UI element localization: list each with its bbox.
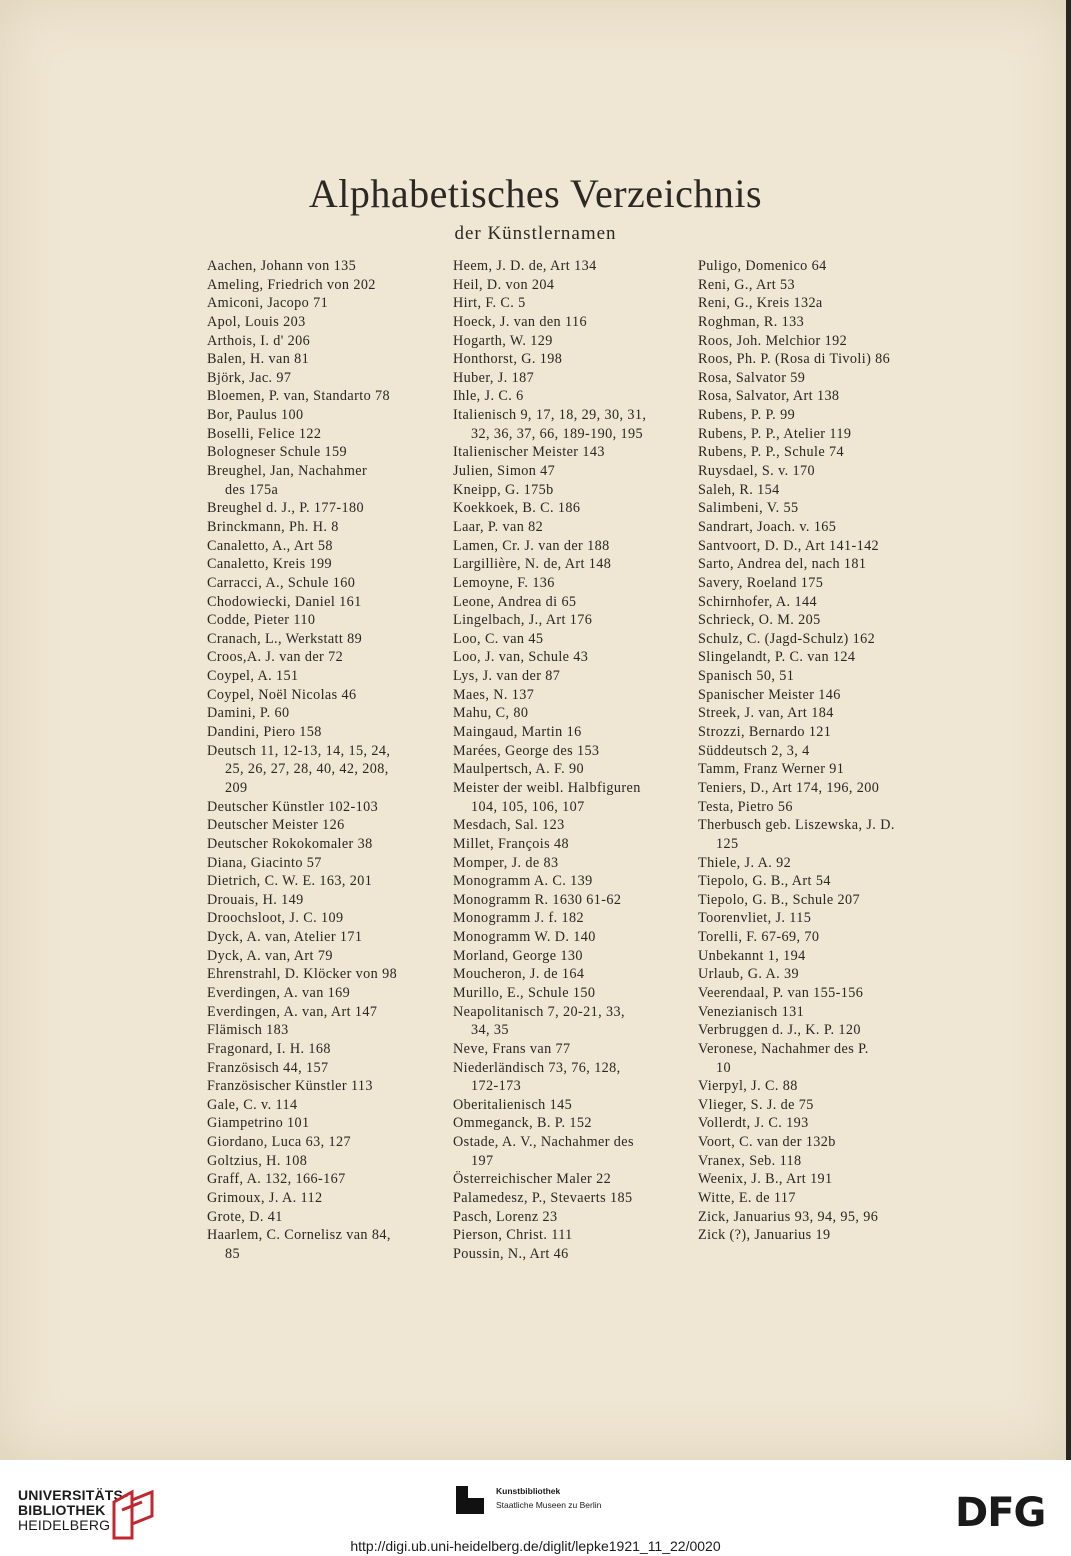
index-entry: Palamedesz, P., Stevaerts 185: [453, 1190, 633, 1207]
index-entry: Diana, Giacinto 57: [207, 854, 322, 871]
index-entry: Ameling, Friedrich von 202: [207, 276, 376, 293]
index-column-2: [453, 257, 693, 1264]
index-entry: Lamen, Cr. J. van der 188: [453, 537, 610, 554]
index-entry: Pierson, Christ. 111: [453, 1227, 573, 1244]
index-column-1: [207, 257, 442, 1264]
index-entry: Goltzius, H. 108: [207, 1152, 308, 1169]
index-entry: Tiepolo, G. B., Art 54: [698, 873, 831, 890]
index-entry: 32, 36, 37, 66, 189-190, 195: [471, 425, 643, 442]
index-entry: Roos, Joh. Melchior 192: [698, 332, 848, 349]
kunstbibliothek-subtitle: Staatliche Museen zu Berlin: [496, 1500, 602, 1510]
index-entry: Dandini, Piero 158: [207, 724, 322, 741]
index-entry: Graff, A. 132, 166-167: [207, 1171, 346, 1188]
index-entry: Italienischer Meister 143: [453, 444, 605, 461]
dfg-logo[interactable]: DFG: [955, 1490, 1046, 1536]
university-logo-line: BIBLIOTHEK: [18, 1502, 106, 1518]
index-entry: Hoeck, J. van den 116: [453, 313, 587, 330]
index-entry: Bor, Paulus 100: [207, 407, 304, 424]
index-entry: Kneipp, G. 175b: [453, 481, 554, 498]
index-entry: 34, 35: [471, 1022, 509, 1039]
index-entry: Roghman, R. 133: [698, 313, 805, 330]
index-entry: Bloemen, P. van, Standarto 78: [207, 388, 391, 405]
index-entry: Unbekannt 1, 194: [698, 947, 806, 964]
index-entry: Ommeganck, B. P. 152: [453, 1115, 592, 1132]
index-entry: Haarlem, C. Cornelisz van 84,: [207, 1227, 391, 1244]
index-entry: 197: [471, 1152, 494, 1169]
index-entry: Heil, D. von 204: [453, 276, 555, 293]
index-entry: Grimoux, J. A. 112: [207, 1190, 323, 1207]
index-entry: Puligo, Domenico 64: [698, 258, 827, 274]
university-logo-line: HEIDELBERG: [18, 1517, 111, 1533]
index-entry: Thiele, J. A. 92: [698, 854, 792, 871]
index-column-3: [698, 257, 938, 1245]
page-subtitle: der Künstlernamen: [454, 223, 617, 244]
index-entry: Torelli, F. 67-69, 70: [698, 929, 820, 946]
index-entry: Amiconi, Jacopo 71: [207, 295, 329, 312]
index-entry: Moucheron, J. de 164: [453, 966, 585, 983]
index-entry: Ruysdael, S. v. 170: [698, 463, 816, 480]
index-entry: Drouais, H. 149: [207, 891, 304, 908]
index-entry: Vierpyl, J. C. 88: [698, 1078, 798, 1095]
index-entry: Bologneser Schule 159: [207, 444, 348, 461]
index-entry: Hogarth, W. 129: [453, 332, 553, 349]
index-entry: Vlieger, S. J. de 75: [698, 1096, 814, 1113]
index-entry: Saleh, R. 154: [698, 481, 780, 498]
index-entry: Julien, Simon 47: [453, 463, 556, 480]
index-entry: Schulz, C. (Jagd-Schulz) 162: [698, 630, 876, 647]
index-entry: Toorenvliet, J. 115: [698, 910, 812, 927]
index-entry: Zick, Januarius 93, 94, 95, 96: [698, 1208, 879, 1225]
index-entry: Streek, J. van, Art 184: [698, 705, 834, 722]
index-entry: Giampetrino 101: [207, 1115, 310, 1132]
index-entry: Slingelandt, P. C. van 124: [698, 649, 856, 666]
index-entry: Mesdach, Sal. 123: [453, 817, 565, 834]
index-entry: Koekkoek, B. C. 186: [453, 500, 581, 517]
university-emblem-icon: [108, 1488, 164, 1544]
index-entry: Everdingen, A. van, Art 147: [207, 1003, 378, 1020]
index-entry: Marées, George des 153: [453, 742, 600, 759]
index-entry: Heem, J. D. de, Art 134: [453, 258, 597, 274]
index-entry: Therbusch geb. Liszewska, J. D.: [698, 817, 895, 834]
index-entry: Fragonard, I. H. 168: [207, 1040, 331, 1057]
index-entry: Niederländisch 73, 76, 128,: [453, 1059, 621, 1076]
index-entry: Savery, Roeland 175: [698, 574, 824, 591]
index-entry: Maingaud, Martin 16: [453, 724, 582, 741]
index-entry: Oberitalienisch 145: [453, 1096, 573, 1113]
index-entry: Largillière, N. de, Art 148: [453, 556, 612, 573]
index-entry: Schrieck, O. M. 205: [698, 612, 821, 629]
index-entry: Carracci, A., Schule 160: [207, 574, 356, 591]
index-entry: Björk, Jac. 97: [207, 369, 292, 386]
index-entry: Aachen, Johann von 135: [207, 258, 357, 274]
index-entry: Hirt, F. C. 5: [453, 295, 526, 312]
index-entry: Coypel, Noël Nicolas 46: [207, 686, 357, 703]
index-entry: Rosa, Salvator, Art 138: [698, 388, 840, 405]
index-entry: Deutscher Künstler 102-103: [207, 798, 379, 815]
kunstbibliothek-emblem-icon: [456, 1486, 484, 1514]
index-entry: Teniers, D., Art 174, 196, 200: [698, 779, 880, 796]
index-entry: Flämisch 183: [207, 1022, 289, 1039]
index-entry: Ostade, A. V., Nachahmer des: [453, 1134, 634, 1151]
index-entry: Rubens, P. P., Schule 74: [698, 444, 844, 461]
index-entry: Tamm, Franz Werner 91: [698, 761, 845, 778]
index-entry: Spanischer Meister 146: [698, 686, 841, 703]
index-entry: Loo, J. van, Schule 43: [453, 649, 589, 666]
index-entry: Süddeutsch 2, 3, 4: [698, 742, 810, 759]
index-entry: Breughel, Jan, Nachahmer: [207, 463, 368, 480]
permalink-url[interactable]: http://digi.ub.uni-heidelberg.de/diglit/lepke1921_11_22/0020: [350, 1538, 721, 1554]
index-entry: Ehrenstrahl, D. Klöcker von 98: [207, 966, 398, 983]
index-entry: Honthorst, G. 198: [453, 351, 563, 368]
index-entry: Dyck, A. van, Art 79: [207, 947, 333, 964]
index-entry: Morland, George 130: [453, 947, 583, 964]
index-entry: 25, 26, 27, 28, 40, 42, 208,: [225, 761, 389, 778]
index-entry: Voort, C. van der 132b: [698, 1134, 836, 1151]
index-entry: Canaletto, A., Art 58: [207, 537, 333, 554]
index-entry: Droochsloot, J. C. 109: [207, 910, 344, 927]
index-entry: Reni, G., Kreis 132a: [698, 295, 823, 312]
index-entry: Dyck, A. van, Atelier 171: [207, 929, 363, 946]
index-entry: 172-173: [471, 1078, 522, 1095]
index-entry: Ihle, J. C. 6: [453, 388, 524, 405]
index-entry: Deutsch 11, 12-13, 14, 15, 24,: [207, 742, 391, 759]
index-entry: Deutscher Rokokomaler 38: [207, 835, 373, 852]
index-entry: Poussin, N., Art 46: [453, 1245, 569, 1262]
index-entry: 85: [225, 1245, 240, 1262]
index-entry: Neapolitanisch 7, 20-21, 33,: [453, 1003, 625, 1020]
index-entry: Strozzi, Bernardo 121: [698, 724, 832, 741]
index-entry: Momper, J. de 83: [453, 854, 559, 871]
index-entry: des 175a: [225, 481, 279, 498]
index-entry: Österreichischer Maler 22: [453, 1171, 612, 1188]
page-title: Alphabetisches Verzeichnis: [308, 171, 763, 216]
kunstbibliothek-logo[interactable]: [456, 1484, 636, 1524]
index-entry: Reni, G., Art 53: [698, 276, 796, 293]
index-entry: Leone, Andrea di 65: [453, 593, 577, 610]
index-entry: Veerendaal, P. van 155-156: [698, 984, 864, 1001]
index-entry: Französisch 44, 157: [207, 1059, 329, 1076]
index-entry: Huber, J. 187: [453, 369, 535, 386]
index-entry: Verbruggen d. J., K. P. 120: [698, 1022, 861, 1039]
index-entry: Testa, Pietro 56: [698, 798, 793, 815]
index-entry: Arthois, I. d' 206: [207, 332, 311, 349]
index-entry: Rubens, P. P. 99: [698, 407, 796, 424]
index-entry: Maes, N. 137: [453, 686, 535, 703]
index-entry: Venezianisch 131: [698, 1003, 805, 1020]
index-entry: Vranex, Seb. 118: [698, 1152, 802, 1169]
index-entry: Sandrart, Joach. v. 165: [698, 518, 837, 535]
university-logo-line: UNIVERSITÄTS-: [18, 1487, 128, 1503]
index-entry: Rubens, P. P., Atelier 119: [698, 425, 852, 442]
index-entry: Tiepolo, G. B., Schule 207: [698, 891, 861, 908]
index-entry: Croos,A. J. van der 72: [207, 649, 344, 666]
index-entry: Dietrich, C. W. E. 163, 201: [207, 873, 373, 890]
index-entry: Pasch, Lorenz 23: [453, 1208, 558, 1225]
index-entry: 104, 105, 106, 107: [471, 798, 585, 815]
index-entry: Canaletto, Kreis 199: [207, 556, 333, 573]
index-entry: Vollerdt, J. C. 193: [698, 1115, 809, 1132]
index-entry: Spanisch 50, 51: [698, 668, 795, 685]
index-entry: Weenix, J. B., Art 191: [698, 1171, 833, 1188]
index-entry: Cranach, L., Werkstatt 89: [207, 630, 363, 647]
kunstbibliothek-name: Kunstbibliothek: [496, 1486, 561, 1496]
index-entry: Santvoort, D. D., Art 141-142: [698, 537, 880, 554]
viewer-footer: [0, 1460, 1071, 1556]
index-entry: Sarto, Andrea del, nach 181: [698, 556, 867, 573]
index-entry: Rosa, Salvator 59: [698, 369, 806, 386]
index-entry: Roos, Ph. P. (Rosa di Tivoli) 86: [698, 351, 891, 368]
index-entry: Murillo, E., Schule 150: [453, 984, 596, 1001]
index-entry: 10: [716, 1059, 731, 1076]
index-entry: Millet, François 48: [453, 835, 569, 852]
index-entry: 125: [716, 835, 739, 852]
index-entry: Laar, P. van 82: [453, 518, 544, 535]
index-entry: Apol, Louis 203: [207, 313, 306, 330]
index-entry: Monogramm A. C. 139: [453, 873, 593, 890]
index-entry: Veronese, Nachahmer des P.: [698, 1040, 869, 1057]
index-entry: Lys, J. van der 87: [453, 668, 561, 685]
index-entry: Französischer Künstler 113: [207, 1078, 373, 1095]
index-entry: Codde, Pieter 110: [207, 612, 316, 629]
index-entry: Damini, P. 60: [207, 705, 290, 722]
index-entry: Monogramm J. f. 182: [453, 910, 584, 927]
index-entry: Giordano, Luca 63, 127: [207, 1134, 351, 1151]
index-entry: Witte, E. de 117: [698, 1190, 796, 1207]
index-entry: Breughel d. J., P. 177-180: [207, 500, 364, 517]
index-entry: Deutscher Meister 126: [207, 817, 345, 834]
index-entry: Gale, C. v. 114: [207, 1096, 298, 1113]
index-entry: Italienisch 9, 17, 18, 29, 30, 31,: [453, 407, 647, 424]
index-entry: Urlaub, G. A. 39: [698, 966, 799, 983]
index-entry: Brinckmann, Ph. H. 8: [207, 518, 339, 535]
index-entry: Meister der weibl. Halbfiguren: [453, 779, 641, 796]
index-entry: Monogramm R. 1630 61-62: [453, 891, 622, 908]
index-entry: Monogramm W. D. 140: [453, 929, 596, 946]
index-entry: Loo, C. van 45: [453, 630, 544, 647]
index-entry: Everdingen, A. van 169: [207, 984, 351, 1001]
index-entry: Maulpertsch, A. F. 90: [453, 761, 585, 778]
index-entry: Chodowiecki, Daniel 161: [207, 593, 362, 610]
index-entry: Salimbeni, V. 55: [698, 500, 799, 517]
page-edge: [1066, 0, 1071, 1460]
index-entry: Neve, Frans van 77: [453, 1040, 571, 1057]
index-entry: Schirnhofer, A. 144: [698, 593, 817, 610]
index-entry: Lemoyne, F. 136: [453, 574, 555, 591]
index-entry: Zick (?), Januarius 19: [698, 1227, 831, 1244]
index-entry: Grote, D. 41: [207, 1208, 283, 1225]
index-entry: Mahu, C, 80: [453, 705, 529, 722]
index-entry: Coypel, A. 151: [207, 668, 299, 685]
index-entry: Boselli, Felice 122: [207, 425, 322, 442]
index-entry: Lingelbach, J., Art 176: [453, 612, 593, 629]
index-entry: Balen, H. van 81: [207, 351, 310, 368]
index-entry: 209: [225, 779, 248, 796]
